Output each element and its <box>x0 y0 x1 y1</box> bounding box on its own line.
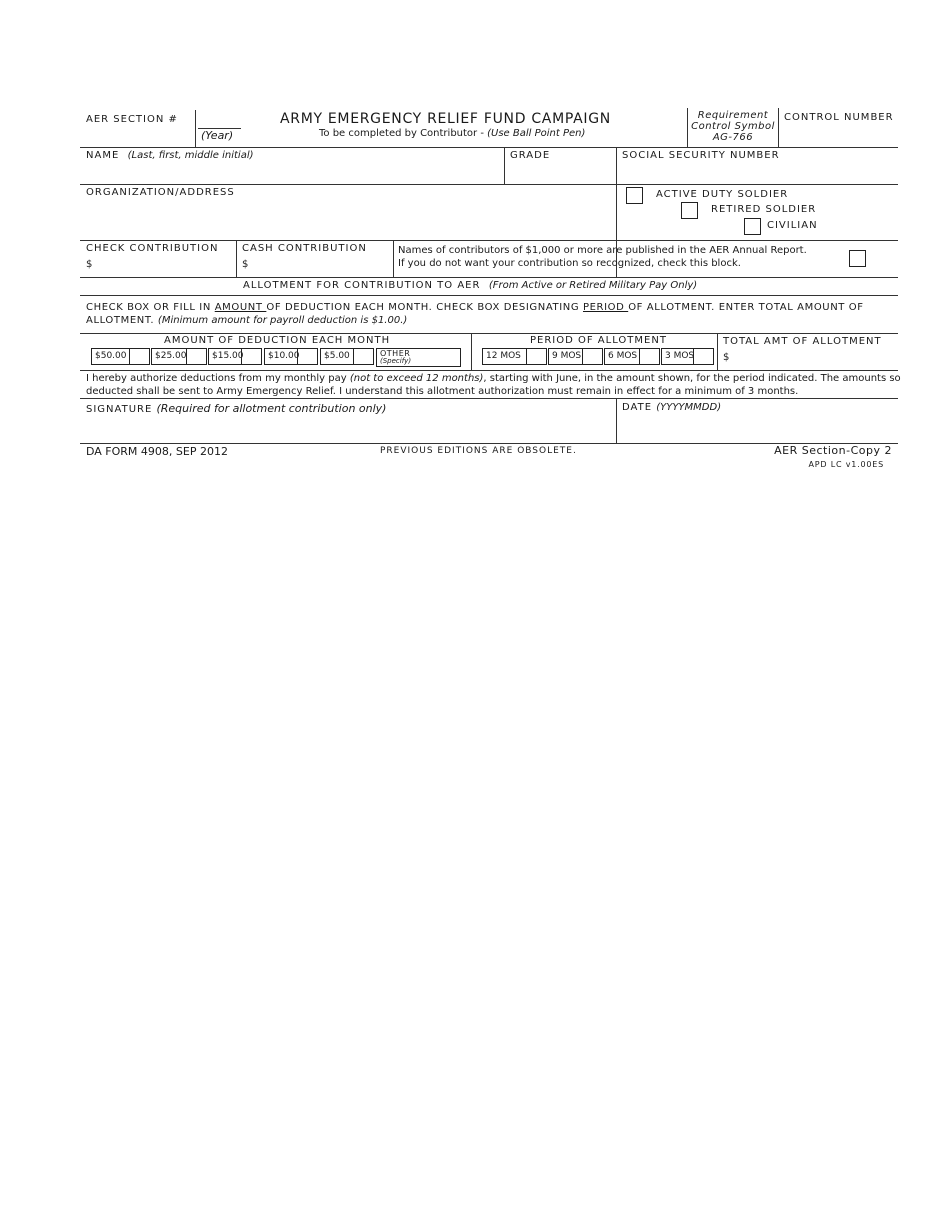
amount-heading: AMOUNT OF DEDUCTION EACH MONTH <box>164 335 391 346</box>
civilian-label: CIVILIAN <box>767 220 818 231</box>
aer-section-label: AER SECTION # <box>86 114 178 125</box>
control-number-label: CONTROL NUMBER <box>784 112 894 123</box>
year-label: (Year) <box>201 129 234 142</box>
signature-label: SIGNATURE (Required for allotment contribution only) <box>86 402 387 415</box>
amount-option[interactable]: $15.00 <box>208 348 262 365</box>
organization-input[interactable] <box>86 204 606 234</box>
amount-checkbox[interactable] <box>241 348 261 365</box>
row-line <box>80 370 898 371</box>
period-checkbox[interactable] <box>639 348 659 365</box>
amount-checkbox[interactable] <box>129 348 149 365</box>
allotment-heading: ALLOTMENT FOR CONTRIBUTION TO AER (From Active or Retired Military Pay Only) <box>243 280 698 291</box>
amount-option[interactable]: $10.00 <box>264 348 318 365</box>
amount-checkbox[interactable] <box>353 348 373 365</box>
row-line <box>80 295 898 296</box>
form-title: ARMY EMERGENCY RELIEF FUND CAMPAIGN <box>280 111 611 127</box>
total-allotment-label: TOTAL AMT OF ALLOTMENT <box>723 336 882 347</box>
cash-contribution-label: CASH CONTRIBUTION <box>242 243 367 254</box>
divider <box>778 108 779 147</box>
divider <box>616 398 617 443</box>
form-subtitle: To be completed by Contributor - (Use Ball Point Pen) <box>319 128 586 139</box>
recognition-notice: Names of contributors of $1,000 or more are published in the AER Annual Report. If you do not want your contribution so recognized, check this block. <box>398 245 807 269</box>
divider <box>393 240 394 277</box>
retired-label: RETIRED SOLDIER <box>711 204 817 215</box>
grade-label: GRADE <box>510 150 551 161</box>
divider <box>717 333 718 370</box>
row-line <box>80 240 898 241</box>
ssn-input[interactable] <box>622 165 892 181</box>
amount-checkbox[interactable] <box>186 348 206 365</box>
amount-option[interactable]: $25.00 <box>151 348 207 365</box>
aer-form <box>80 0 901 480</box>
obsolete-notice: PREVIOUS EDITIONS ARE OBSOLETE. <box>380 446 577 456</box>
check-contribution-label: CHECK CONTRIBUTION <box>86 243 219 254</box>
divider <box>504 147 505 184</box>
row-line <box>80 333 898 334</box>
amount-option[interactable]: $50.00 <box>91 348 150 365</box>
period-option[interactable]: 3 MOS <box>661 348 714 365</box>
active-duty-label: ACTIVE DUTY SOLDIER <box>656 189 789 200</box>
no-recognition-checkbox[interactable] <box>849 250 866 267</box>
period-checkbox[interactable] <box>693 348 713 365</box>
divider <box>236 240 237 277</box>
period-option[interactable]: 9 MOS <box>548 348 603 365</box>
copy-designation: AER Section-Copy 2 <box>774 444 892 457</box>
signature-input[interactable] <box>86 418 606 438</box>
requirement-control-symbol: Requirement Control Symbol AG-766 <box>691 110 775 143</box>
amount-checkbox[interactable] <box>297 348 317 365</box>
date-label: DATE (YYYYMMDD) <box>622 402 722 413</box>
retired-checkbox[interactable] <box>681 202 698 219</box>
date-input[interactable] <box>622 418 892 438</box>
grade-input[interactable] <box>510 165 610 181</box>
ssn-label: SOCIAL SECURITY NUMBER <box>622 150 780 161</box>
year-input[interactable] <box>200 112 240 126</box>
version-label: APD LC v1.00ES <box>808 460 884 469</box>
period-option[interactable]: 12 MOS <box>482 348 547 365</box>
check-contribution-input[interactable] <box>96 258 226 272</box>
authorization-text: I hereby authorize deductions from my monthly pay (not to exceed 12 months), starting with June, in the amount shown, for the period indicated. The amounts so deducted shall be sent to Army Emergency Relief. I understand this allotment authorization must remain in effect for a minimum of 3 months. <box>86 373 901 397</box>
name-label: NAME (Last, first, middle initial) <box>86 150 254 161</box>
total-allotment-input[interactable] <box>733 351 893 365</box>
row-line <box>80 184 898 185</box>
period-checkbox[interactable] <box>526 348 546 365</box>
period-option[interactable]: 6 MOS <box>604 348 660 365</box>
control-number-input[interactable] <box>784 128 892 144</box>
divider <box>471 333 472 370</box>
amount-option[interactable]: $5.00 <box>320 348 374 365</box>
name-input[interactable] <box>86 165 496 181</box>
divider <box>195 110 196 147</box>
active-duty-checkbox[interactable] <box>626 187 643 204</box>
civilian-checkbox[interactable] <box>744 218 761 235</box>
form-id: DA FORM 4908, SEP 2012 <box>86 445 228 458</box>
allotment-instructions: CHECK BOX OR FILL IN AMOUNT OF DEDUCTION EACH MONTH. CHECK BOX DESIGNATING PERIOD OF ALLOTMENT. ENTER TOTAL AMOUNT OF ALLOTMENT. (Minimum amount for payroll deduction is $1.00.) <box>86 302 864 326</box>
row-line <box>80 147 898 148</box>
cash-currency: $ <box>242 259 249 270</box>
row-line <box>80 398 898 399</box>
total-currency: $ <box>723 352 730 363</box>
organization-label: ORGANIZATION/ADDRESS <box>86 187 235 198</box>
other-amount-field[interactable]: OTHER (Specify) <box>376 348 461 367</box>
cash-contribution-input[interactable] <box>252 258 382 272</box>
row-line <box>80 277 898 278</box>
check-currency: $ <box>86 259 93 270</box>
period-heading: PERIOD OF ALLOTMENT <box>530 335 667 346</box>
period-checkbox[interactable] <box>582 348 602 365</box>
